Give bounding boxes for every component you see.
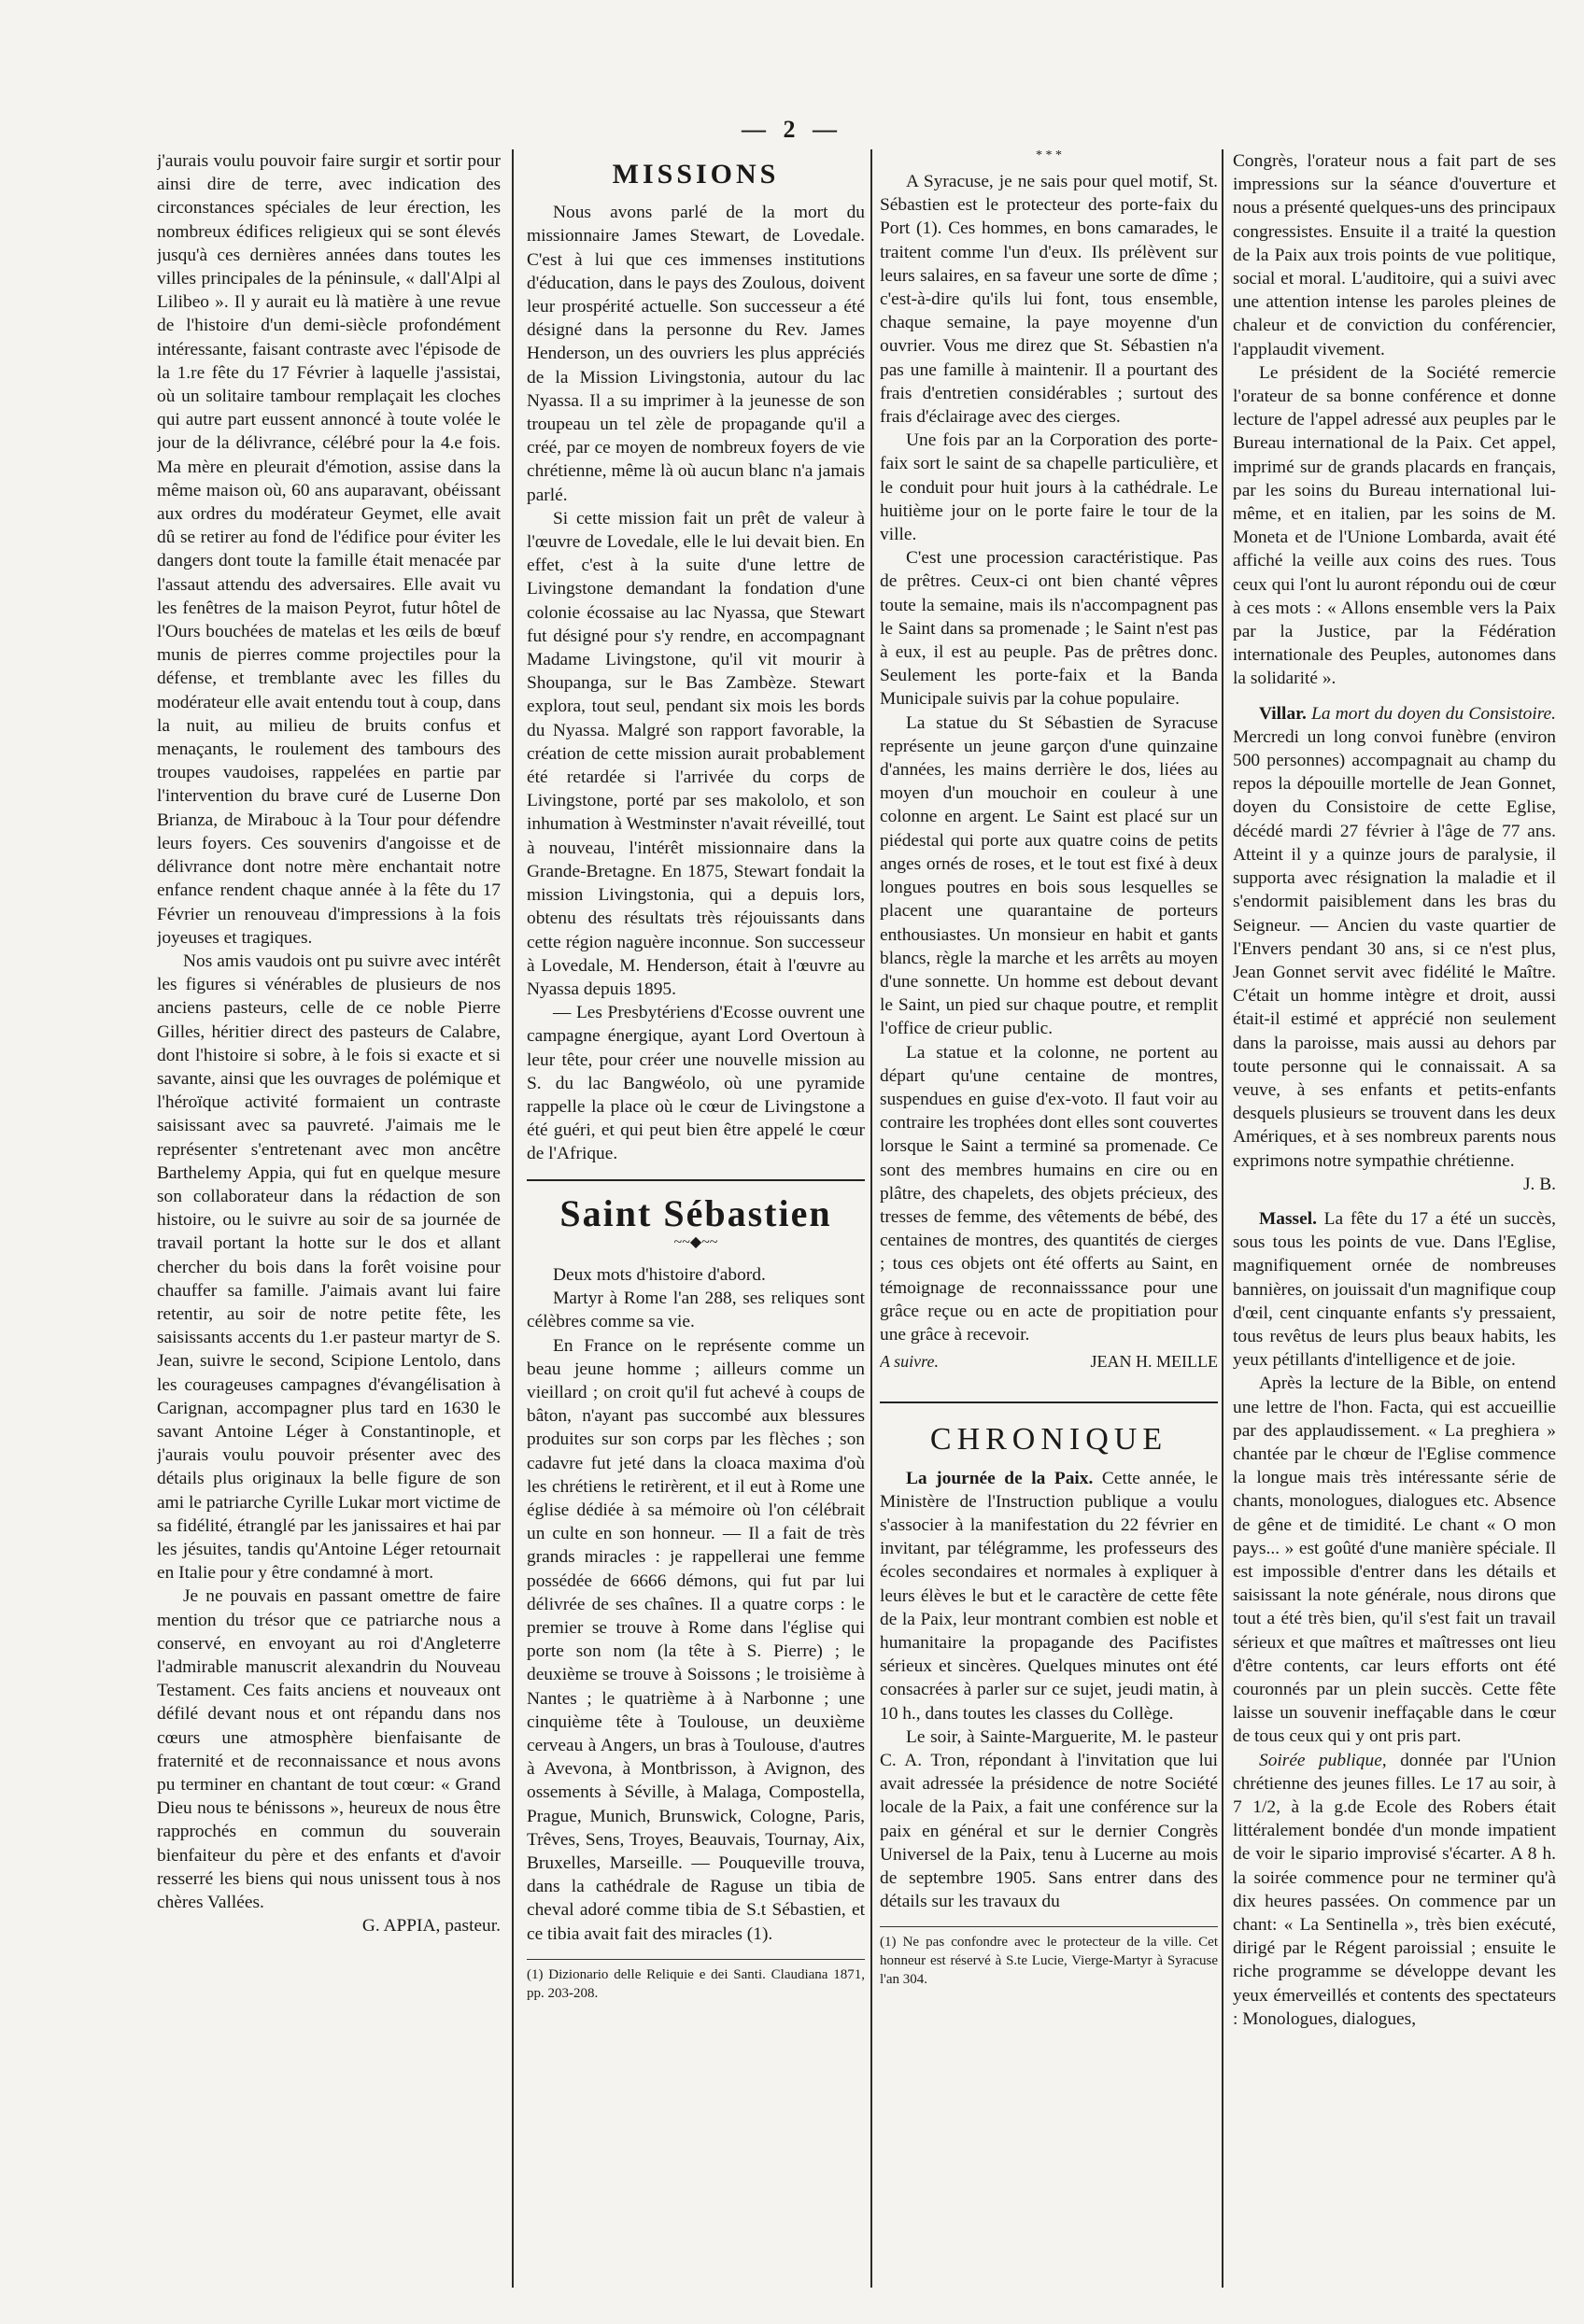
paragraph bbox=[1233, 702, 1556, 1173]
column-4 bbox=[1233, 149, 1556, 2288]
item-lead: Massel. bbox=[1259, 1208, 1317, 1229]
spacer bbox=[1233, 691, 1556, 702]
paragraph: Nous avons parlé de la mort du missionnaire James Stewart, de Lovedale. C'est à lui que ces immenses institutions d'éducation, dans le pays des Zoulous, doivent leur prospérité actuelle. Son successeur a été désigné dans la personne du Rev. James Henderson, un des ouvriers les plus appréciés de la Mission Livingstonia, autour du lac Nyassa. Il a su imprimer à la jeunesse de son troupeau un tel zèle de propagande qu'il a créé, par ce moyen de nombreux foyers de vie chrétienne, même là où aucun blanc n'a jamais parlé. bbox=[527, 203, 865, 505]
ornament-divider: ~~◆~~ bbox=[673, 1233, 718, 1250]
paragraph: Après la lecture de la Bible, on entend une lettre de l'hon. Facta, qui est accueillie par des applaudissement. « La preghiera » chantée par le chœur de l'Eglise commence la longue mais très intéressante série de chants, monologues, dialogues etc. Absence de gêne et de timidité. Le chant « O mon pays... » est goûté d'une manière spéciale. Il est impossible d'entrer dans les détails et saisissant la note générale, nous dirons que tout a été très bien, qu'il s'est fait un travail sérieux et que maîtres et maîtresses ont lieu d'être contents, car leurs efforts ont été couronnés par un plein succès. Cette fête laisse un souvenir ineffaçable dans le cœur de tous ceux qui y ont pris part. bbox=[1233, 1373, 1556, 1747]
signature: G. APPIA, pasteur. bbox=[361, 1916, 501, 1937]
paragraph: A Syracuse, je ne sais pour quel motif, St. Sébastien est le protecteur des porte-faix du Port (1). Ces hommes, en bons camarades, le traitent comme l'un d'eux. Ils prélèvent sur leurs salaires, en sa faveur une sorte de dîme ; c'est-à-dire qu'ils lui font, tous ensemble, chaque semaine, la paye moyenne d'un ouvrier. Vous me direz que St. Sébastien n'a pas une famille à maintenir. Il a pourtant des frais d'entretien considérables ; surtout des frais d'éclairage avec des cierges. bbox=[880, 172, 1218, 428]
paragraph: Le soir, à Sainte-Marguerite, M. le pasteur C. A. Tron, répondant à l'invitation que lui avait adressée la présidence de notre Société locale de la Paix, a fait une conférence sur la paix en général et sur le dernier Congrès Universel de la Paix, tenu à Lucerne au mois de septembre 1905. Sans entrer dans des détails sur les travaux du bbox=[880, 1726, 1218, 1912]
column-rule bbox=[870, 149, 872, 2288]
item-text: La fête du 17 a été un succès, sous tous les points de vue. Dans l'Eglise, magnifiquement ornée de nombreuses bannières, on jouissait d'un magnifique coup d'œil, cent cinquante enfants s'y pressaient, tous revêtus de leurs plus beaux habits, les yeux pétillants d'intelligence et de joie. bbox=[1233, 1208, 1556, 1371]
item-lead: Villar. bbox=[1259, 703, 1307, 724]
column-rule bbox=[512, 149, 514, 2288]
author-name: JEAN H. MEILLE bbox=[1090, 1352, 1218, 1372]
paragraph: Une fois par an la Corporation des porte-faix sort le saint de sa chapelle particulière, et le conduit pour huit jours à la cathédrale. Le huitième jour on le porte faire le tour de la ville. bbox=[880, 430, 1218, 545]
item-text: donnée par l'Union chrétienne des jeunes filles. Le 17 au soir, à 7 1/2, à la g.de Ecole des Robers était littéralement bondée d'un monde impatient de voir le sipario improvisé s'écarter. A 8 h. la soirée commence pour ne terminer qu'à dix heures passées. On commence par un chant: « La Sentinella », très bien exécuté, dirigé par le Régent paroissial ; ensuite le riche programme se développe devant les yeux émerveillés et contents des spectateurs : Monologues, dialogues, bbox=[1233, 1750, 1556, 2029]
section-title-saint-sebastien: Saint Sébastien bbox=[527, 1179, 865, 1225]
item-text: Mercredi un long convoi funèbre (environ 500 personnes) accompagnait au champ du repos la dépouille mortelle de Jean Gonnet, doyen du Consistoire de cette Eglise, décédé mardi 27 février à l'âge de 77 ans. Atteint il y a quinze jours de paralysie, il supporta avec résignation la maladie et il s'endormit paisiblement dans les bras du Seigneur. — Ancien du vaste quartier de l'Envers pendant 30 ans, si ce n'est plus, Jean Gonnet servit avec fidélité le Maître. C'était un homme intègre et droit, aussi était-il estimé et apprécié non seulement dans la paroisse, mais aussi au dehors par toute personne qui le connaissait. A sa veuve, à ses enfants et petits-enfants desquels plusieurs se trouvent dans les deux Amériques, et à ses nombreux parents nous exprimons notre sympathie chrétienne. bbox=[1233, 726, 1556, 1171]
paragraph: Si cette mission fait un prêt de valeur à l'œuvre de Lovedale, elle le lui devait bien. En effet, c'est à la suite d'une lettre de Livingstone demandant la fondation d'une colonie écossaise au lac Nyassa, que Stewart fut désigné pour s'y rendre, en accompagnant Madame Livingstone, qu'il vit mourir à Shoupanga, sur le Bas Zambèze. Stewart explora, tout seul, pendant six mois les bords du Nyassa. Malgré son rapport favorable, la création de cette mission aurait probablement été retardée si l'arrivée du corps de Livingstone, porté par ses makololo, et son inhumation à Westminster n'avait réveillé, tout à nouveau, l'intérêt missionnaire dans la Grande-Bretagne. En 1875, Stewart fondait la mission Livingstonia, qui a depuis lors, obtenu des résultats très réjouissants dans cette région naguère inconnue. Son successeur à Lovedale, M. Henderson, était à l'œuvre au Nyassa depuis 1895. bbox=[527, 508, 865, 999]
to-be-continued: A suivre. bbox=[880, 1352, 939, 1372]
footnote: (1) Ne pas confondre avec le protecteur de la ville. Cet honneur est réservé à S.te Lucie, Vierge-Martyr à Syracuse l'an 304. bbox=[880, 1926, 1218, 1989]
paragraph bbox=[880, 1467, 1218, 1725]
paragraph: — Les Presbytériens d'Ecosse ouvrent une campagne énergique, ayant Lord Overtoun à leur tête, pour créer une nouvelle mission au S. du lac Bangwéolo, où une pyramide rappelle la place où le cœur de Livingstone a été guéri, et qui peut bien être appelé le cœur de l'Afrique. bbox=[527, 1003, 865, 1164]
paragraph: Le président de la Société remercie l'orateur de sa bonne conférence et donne lecture de l'appel adressé aux peuples par le Bureau international de la Paix. Cet appel, imprimé sur de grands placards en français, par les soins du Bureau international lui-même, et en italien, par les soins de M. Moneta et de l'Unione Lombarda, avait été affiché la veille aux coins des rues. Tous ceux qui l'ont lu auront répondu oui de cœur à ces mots : « Allons ensemble vers la Paix par la Justice, par la Fédération internationale des Peuples, autonomes dans la solidarité ». bbox=[1233, 362, 1556, 689]
paragraph: Deux mots d'histoire d'abord. bbox=[553, 1264, 766, 1285]
footnote: (1) Dizionario delle Reliquie e dei Santi. Claudiana 1871, pp. 203-208. bbox=[527, 1959, 865, 2003]
page-number: — 2 — bbox=[742, 116, 842, 143]
paragraph: La statue et la colonne, ne portent au départ qu'une centaine de montres, suspendues en guise d'ex-voto. Il faut voir au contraire les trophées dont elles sont couvertes lorsque le Saint a terminé sa promenade. Ce sont des membres humains en cire ou en plâtre, des chapelets, des objets précieux, des tresses de femme, des vêtements de bébé, des centaines de montres, des quantités de cierges ; tous ces objets ont été offerts au Saint, en témoignage de reconnaisssance pour une grâce reçue ou en acte de propitiation pour une grâce à recevoir. bbox=[880, 1042, 1218, 1345]
paragraph: Martyr à Rome l'an 288, ses reliques sont célèbres comme sa vie. bbox=[527, 1289, 865, 1332]
column-2 bbox=[527, 149, 865, 2288]
spacer bbox=[1233, 1196, 1556, 1207]
stars-separator: * * * bbox=[1036, 149, 1062, 162]
paragraph: La statue du St Sébastien de Syracuse représente un jeune garçon d'une quinzaine d'années, les mains derrière le dos, liées au moyen d'un mouchoir en couleur à une colonne en argent. Le Saint est placé sur un piédestal qui porte aux quatre coins de petits anges ornés de roses, et le tout est fixé à deux longues poutres en bois sous lesquelles se placent une quarantaine de porteurs enthousiastes. Un monsieur en habit et gants blancs, règle la marche et les arrêts au moyen d'une sonnette. Un homme est debout devant le Saint, un pied sur chaque poutre, et remplit l'office de crieur public. bbox=[880, 712, 1218, 1039]
column-3 bbox=[880, 149, 1218, 2288]
paragraph: En France on le représente comme un beau jeune homme ; ailleurs comme un vieillard ; on croit qu'il fut achevé à coups de bâton, n'ayant pas succombé aux blessures produites sur son corps par les flèches ; son cadavre fut jeté dans la cloaca maxima d'où les chrétiens le retirèrent, et il eut à Rome une église dédiée à sa mémoire où l'on célébrait un culte en son honneur. — Il a fait de très grands miracles : je rappellerai une femme possédée de 6666 démons, qui fut par lui délivrée de ses chaînes. Il a quatre corps : le premier se trouve à Rome dans l'église qui porte son nom (la tête à S. Pierre) ; le deuxième se trouve à Soissons ; le troisième à Nantes ; le quatrième à à Narbonne ; une cinquième tête à Toulouse, un deuxième cerveau à Angers, un bras à Toulouse, d'autres à Avevona, à Montbrisson, à Avignon, des ossements à Séville, à Malaga, Compostella, Prague, Munich, Brunswick, Cologne, Paris, Trêves, Sens, Troyes, Beauvais, Tournay, Aix, Bruxelles, Marseille. — Pouqueville trouva, dans la cathédrale de Raguse un tibia de cheval adoré comme tibia de S.t Sébastien, et ce tibia avait fait des miracles (1). bbox=[527, 1335, 865, 1944]
paragraph bbox=[1233, 1749, 1556, 2031]
section-title-chronique: CHRONIQUE bbox=[880, 1401, 1218, 1451]
paragraph: Nos amis vaudois ont pu suivre avec intérêt les figures si vénérables de plusieurs de nos anciens pasteurs, celle de ce noble Pierre Gilles, héritier direct des pasteurs de Calabre, dont l'histoire si sobre, à le fois si exacte et si savante, ainsi que les ouvrages de polémique et l'héroïque activité formaient un contraste saisissant avec sa pauvreté. J'aimais me le représenter s'entretenant avec mon ancêtre Barthelemy Appia, qui fut en quelque mesure son collaborateur dans la rédaction de son histoire, ou le suivre au soir de sa journée de travail portant la hotte sur le dos et allant chercher du bois dans la forêt voisine pour chauffer sa famille. J'aimais avant lui faire retentir, au soir de notre petite fête, les saisissants accents du 1.er pasteur martyr de S. Jean, suivre le second, Scipione Lentolo, dans les courageuses campagnes d'évangélisation à Carignan, accompagner plus tard en 1630 le savant Antoine Léger à Constantinople, et j'aurais voulu pouvoir présenter avec des détails plus originaux la belle figure de son ami le patriarche Cyrille Lukar mort victime de sa fidélité, étranglé par les janissaires et hai par les jésuites, tandis qu'Antoine Léger retournait en Italie pour y être condamné à mort. bbox=[157, 951, 501, 1584]
paragraph bbox=[1233, 1207, 1556, 1372]
item-subtitle: Soirée publique, bbox=[1259, 1750, 1387, 1770]
paragraph: Congrès, l'orateur nous a fait part de ses impressions sur la séance d'ouverture et nous a présenté quelques-uns des principaux congressistes. Ensuite il a traité la question de la Paix aux trois points de vue politique, social et moral. L'auditoire, qui a suivi avec une attention intense les paroles pleines de chaleur et de conviction du conférencier, l'applaudit vivement. bbox=[1233, 151, 1556, 359]
paragraph: Je ne pouvais en passant omettre de faire mention du trésor que ce patriarche nous a conservé, en envoyant au roi d'Angleterre l'admirable manuscrit alexandrin du Nouveau Testament. Ces faits anciens et nouveaux ont défilé devant nous et ont répandu dans nos cœurs une atmosphère bienfaisante de fraternité et de reconnaissance et nous avons pu terminer en chantant de tout cœur: « Grand Dieu nous te bénissons », heureux de nous être rapprochés en commun du souverain bienfaiteur du père et des enfants et d'avoir resserré les biens qui nous unissent tous à nos chères Vallées. bbox=[157, 1586, 501, 1913]
item-lead: La journée de la Paix. bbox=[906, 1468, 1094, 1488]
signature: J. B. bbox=[1522, 1174, 1556, 1194]
paragraph: C'est une procession caractéristique. Pas de prêtres. Ceux-ci ont bien chanté vêpres toute la semaine, mais ils n'accompagnent pas le Saint dans sa promenade ; le Saint n'est pas à eux, il est au peuple. Pas de prêtres donc. Seulement les porte-faix et la Banda Municipale suivis par la cohue populaire. bbox=[880, 548, 1218, 710]
column-1 bbox=[157, 149, 501, 2288]
item-subtitle: La mort du doyen du Consistoire. bbox=[1306, 703, 1556, 724]
column-rule bbox=[1222, 149, 1223, 2288]
article-byline bbox=[880, 1350, 1218, 1373]
item-text: Cette année, le Ministère de l'Instruction publique a voulu s'associer à la manifestation du 22 février en invitant, par télégramme, les professeurs des écoles secondaires et normales à expliquer à leurs élèves le but et le caractère de cette fête de la Paix, leur montrant combien est noble et humanitaire la propagande des Pacifistes sérieux et sincères. Quelques minutes ont été consacrées à parler sur ce sujet, jeudi matin, à 10 h., dans toutes les classes du Collège. bbox=[880, 1468, 1218, 1724]
section-title-missions: MISSIONS bbox=[612, 159, 780, 190]
paragraph: j'aurais voulu pouvoir faire surgir et sortir pour ainsi dire de terre, avec indication des circonstances spéciales de leur érection, les nombreux édifices religieux qui se sont élevés jusqu'à ces dernières années dans toutes les villes principales de la péninsule, « dall'Alpi al Lilibeo ». Il y aurait eu là matière à une revue de l'histoire d'un demi-siècle profondément intéressante, faisant contraste avec l'épisode de la 1.re fête du 17 Février à laquelle j'assistai, où un solitaire tambour remplaçait les cloches qui autre part eussent annoncé à toute volée le jour de la délivrance, célébré pour la 4.e fois. Ma mère en pleurait d'émotion, assise dans la même maison où, 60 ans auparavant, obéissant aux ordres du modérateur Geymet, elle avait dû se retirer au fond de l'édifice pour éviter les dangers dont toute la famille était menacée par l'assaut attendu des adversaires. Elle avait vu les fenêtres de la maison Peyrot, futur hôtel de l'Ours bouchées de matelas et les œils de bœuf munis de pierres comme projectiles pour la défense, et tremblante avec les filles du modérateur elle avait entendu tout à coup, dans la nuit, au milieu de bruits confus et menaçants, le roulement des tambours des troupes vaudoises, rappelées en partie par l'intervention du brave curé de Luserne Don Brianza, de Mirabouc à la Tour pour défendre leurs foyers. Ces souvenirs d'angoisse et de délivrance dont notre mère enchantait notre enfance rendent chaque année à la fête du 17 Février un renouveau d'impressions à la fois joyeuses et tragiques. bbox=[157, 151, 501, 948]
